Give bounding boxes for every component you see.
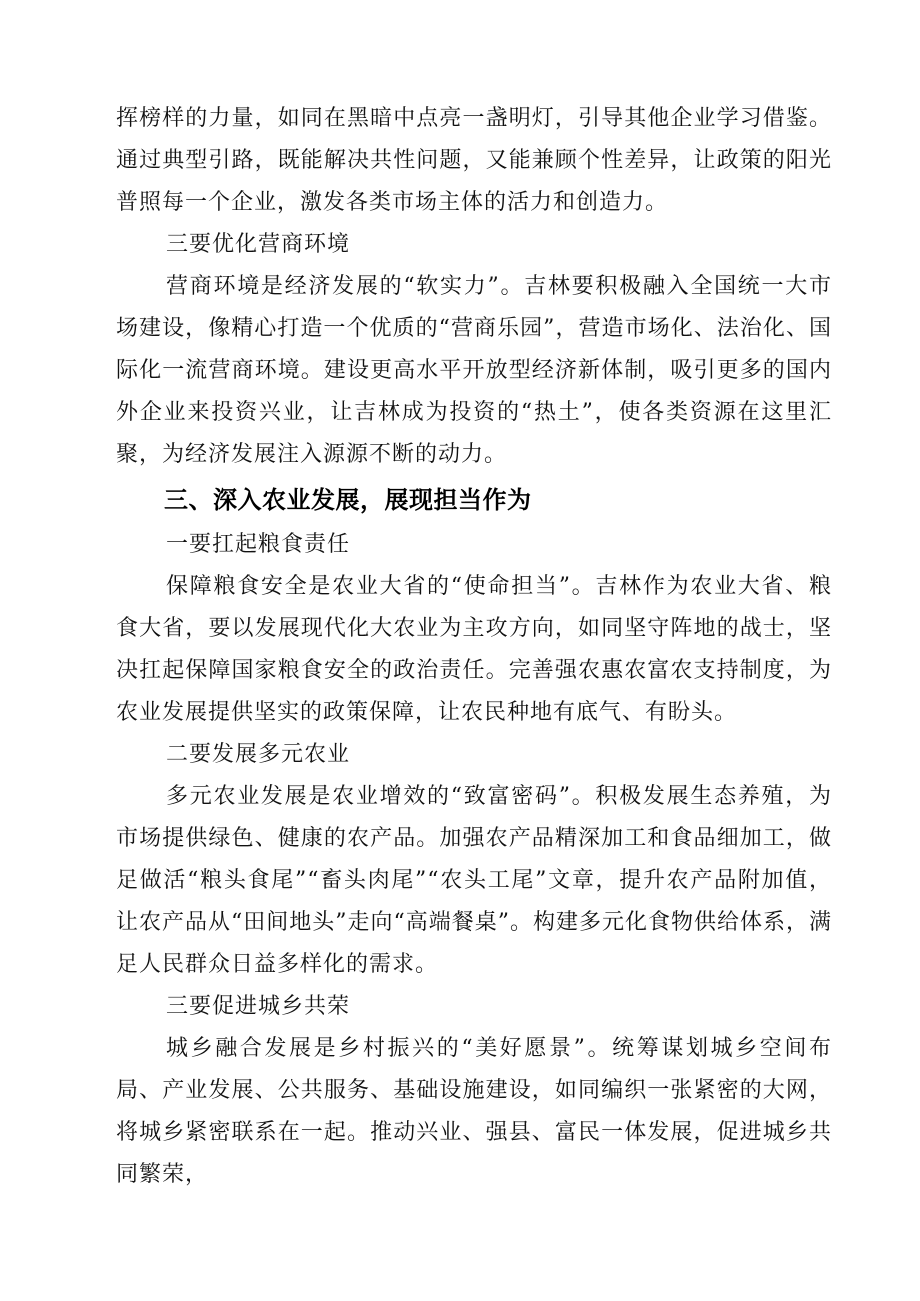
paragraph-business-environment: 营商环境是经济发展的“软实力”。吉林要积极融入全国统一大市场建设，像精心打造一个优质的“营商乐园”，营造市场化、法治化、国际化一流营商环境。建设更高水平开放型经济新体制，吸引更多的国内外企业来投资兴业，让吉林成为投资的“热土”，使各类资源在这里汇聚，为经济发展注入源源不断的动力。 — [116, 274, 832, 467]
paragraph-continuation: 挥榜样的力量，如同在黑暗中点亮一盏明灯，引导其他企业学习借鉴。通过典型引路，既能解决共性问题，又能兼顾个性差异，让政策的阳光普照每一个企业，激发各类市场主体的活力和创造力。 — [116, 106, 832, 215]
paragraph-diversified-agriculture: 多元农业发展是农业增效的“致富密码”。积极发展生态养殖，为市场提供绿色、健康的农产品。加强农产品精深加工和食品细加工，做足做活“粮头食尾”“畜头肉尾”“农头工尾”文章，提升农产品附加值，让农产品从“田间地头”走向“高端餐桌”。构建多元化食物供给体系，满足人民群众日益多样化的需求。 — [116, 784, 832, 977]
document-body — [116, 98, 832, 1196]
subheading-urban-rural-prosperity: 三要促进城乡共荣 — [166, 994, 351, 1019]
subheading-grain-responsibility: 一要扛起粮食责任 — [166, 532, 351, 557]
subheading-diversified-agriculture: 二要发展多元农业 — [166, 742, 351, 767]
paragraph-urban-rural-integration: 城乡融合发展是乡村振兴的“美好愿景”。统筹谋划城乡空间布局、产业发展、公共服务、基础设施建设，如同编织一张紧密的大网，将城乡紧密联系在一起。推动兴业、强县、富民一体发展，促进城乡共同繁荣， — [116, 1036, 832, 1187]
paragraph-grain-security: 保障粮食安全是农业大省的“使命担当”。吉林作为农业大省、粮食大省，要以发展现代化大农业为主攻方向，如同坚守阵地的战士，坚决扛起保障国家粮食安全的政治责任。完善强农惠农富农支持制度，为农业发展提供坚实的政策保障，让农民种地有底气、有盼头。 — [116, 574, 832, 725]
section-heading-agriculture: 三、深入农业发展，展现担当作为 — [164, 486, 532, 514]
subheading-optimize-business-environment: 三要优化营商环境 — [166, 232, 351, 257]
